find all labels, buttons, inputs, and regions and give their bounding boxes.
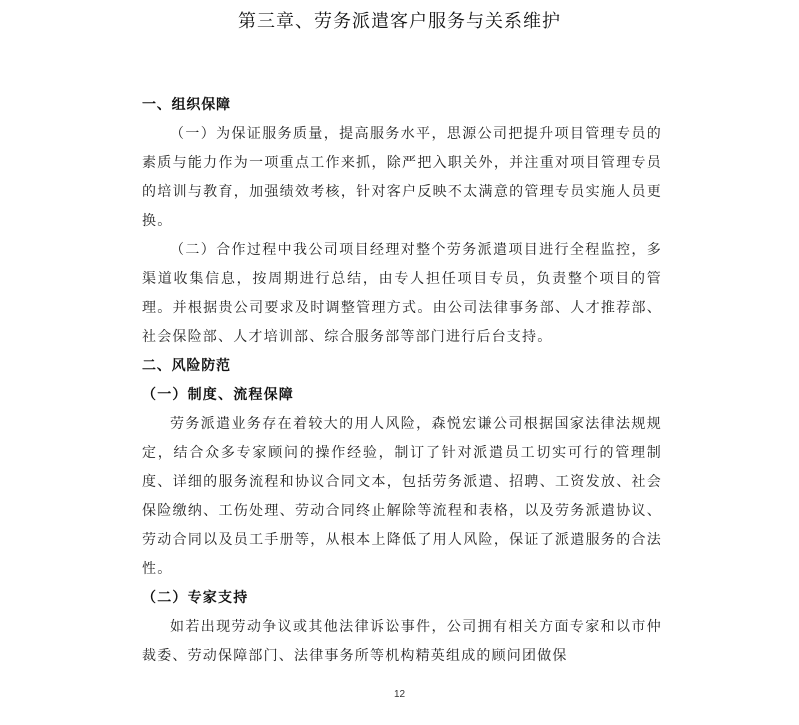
page-number: 12 — [393, 689, 406, 700]
section-heading-risk-prevention: 二、风险防范 — [142, 358, 231, 374]
paragraph-expert-support: 如若出现劳动争议或其他法律诉讼事件，公司拥有相关方面专家和以市仲裁委、劳动保障部门、法律事务所等机构精英组成的顾问团做保 — [142, 619, 662, 664]
paragraph-service-quality: （一）为保证服务质量，提高服务水平，思源公司把提升项目管理专员的素质与能力作为一项重点工作来抓，除严把入职关外，并注重对项目管理专员的培训与教育，加强绩效考核，针对客户反映不太满意的管理专员实施人员更换。 — [142, 126, 662, 229]
paragraph-system-process: 劳务派遣业务存在着较大的用人风险，森悦宏谦公司根据国家法律法规规定，结合众多专家顾问的操作经验，制订了针对派遣员工切实可行的管理制度、详细的服务流程和协议合同文本，包括劳务派遣、招聘、工资发放、社会保险缴纳、工伤处理、劳动合同终止解除等流程和表格，以及劳务派遣协议、劳动合同以及员工手册等，从根本上降低了用人风险，保证了派遣服务的合法性。 — [142, 416, 662, 577]
document-body — [142, 91, 662, 671]
subheading-expert-support: （二）专家支持 — [142, 590, 249, 606]
section-heading-organization: 一、组织保障 — [142, 97, 231, 113]
chapter-title: 第三章、劳务派遣客户服务与关系维护 — [238, 11, 561, 32]
paragraph-project-management: （二）合作过程中我公司项目经理对整个劳务派遣项目进行全程监控，多渠道收集信息，按周期进行总结，由专人担任项目专员，负责整个项目的管理。并根据贵公司要求及时调整管理方式。由公司法律事务部、人才推荐部、社会保险部、人才培训部、综合服务部等部门进行后台支持。 — [142, 242, 662, 345]
subheading-system-process: （一）制度、流程保障 — [142, 387, 294, 403]
